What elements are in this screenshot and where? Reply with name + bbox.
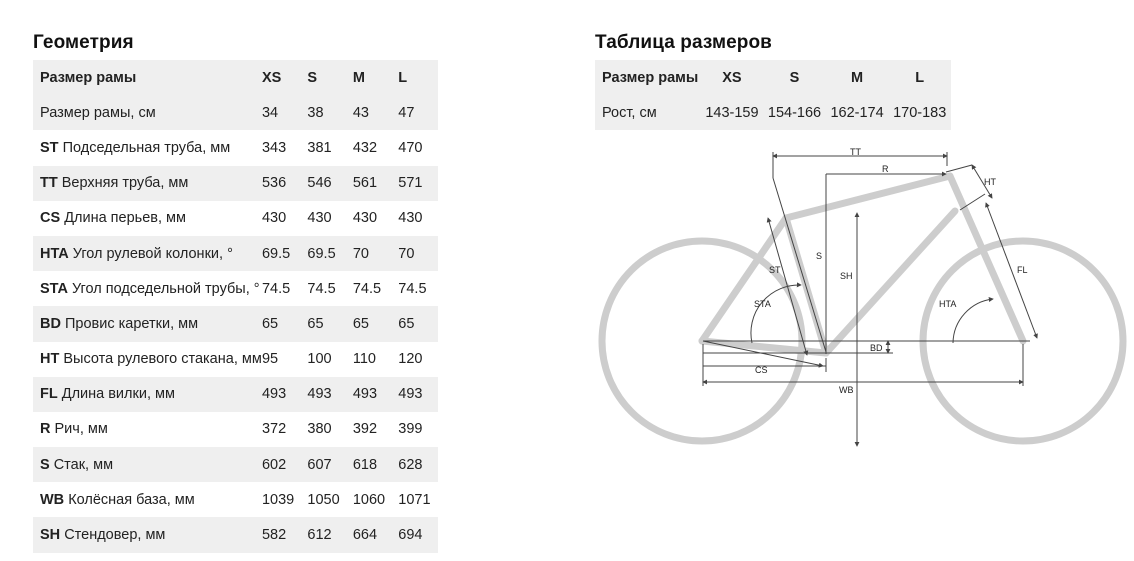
geometry-label-text: Рич, мм bbox=[54, 421, 108, 438]
geometry-value: 65 bbox=[307, 315, 324, 332]
geometry-label-text: Верхняя труба, мм bbox=[61, 175, 189, 192]
size-header-m: M bbox=[851, 69, 864, 86]
geometry-value: 628 bbox=[398, 456, 423, 473]
size-chart-table bbox=[595, 60, 951, 130]
geometry-value: 392 bbox=[352, 421, 378, 438]
geometry-abbreviation: TT bbox=[40, 175, 58, 192]
geometry-label-text: Угол подседельной трубы, ° bbox=[71, 280, 260, 297]
geometry-header-row bbox=[33, 60, 438, 95]
geometry-value: 470 bbox=[398, 139, 423, 156]
geometry-value: 1050 bbox=[307, 491, 340, 508]
label-ht: HT bbox=[984, 177, 996, 187]
geometry-value: 612 bbox=[307, 527, 332, 544]
size-chart-header-row bbox=[595, 60, 951, 95]
label-tt: TT bbox=[850, 147, 861, 157]
geometry-heading: Геометрия bbox=[33, 32, 134, 53]
geometry-value: 493 bbox=[352, 386, 378, 403]
header-size-s: S bbox=[307, 69, 318, 86]
header-size-l: L bbox=[398, 69, 408, 86]
geometry-value: 69.5 bbox=[307, 245, 336, 262]
size-header-xs: XS bbox=[722, 69, 742, 86]
geometry-value: 95 bbox=[261, 351, 279, 368]
header-frame-size: Размер рамы bbox=[40, 69, 137, 86]
geometry-label-text: Провис каретки, мм bbox=[64, 315, 199, 332]
geometry-row-label bbox=[33, 482, 262, 517]
geometry-value: 582 bbox=[261, 527, 287, 544]
geometry-value: 74.5 bbox=[261, 280, 291, 297]
geometry-value: 1071 bbox=[398, 491, 431, 508]
geometry-value: 618 bbox=[352, 456, 378, 473]
geometry-row-label bbox=[33, 236, 262, 271]
size-header-l: L bbox=[915, 69, 925, 86]
height-s: 154-166 bbox=[767, 104, 822, 121]
geometry-value: 430 bbox=[398, 210, 423, 227]
label-hta: HTA bbox=[939, 299, 957, 309]
geometry-value: 1060 bbox=[352, 491, 386, 508]
geometry-row bbox=[33, 447, 438, 482]
geometry-value: 493 bbox=[261, 386, 287, 403]
geometry-label-text: Стендовер, мм bbox=[64, 527, 166, 544]
geometry-abbreviation: STA bbox=[40, 280, 68, 297]
geometry-value: 34 bbox=[261, 104, 279, 121]
height-m: 162-174 bbox=[830, 104, 884, 121]
geometry-value: 100 bbox=[307, 351, 332, 368]
geometry-row bbox=[33, 517, 438, 552]
geometry-value: 65 bbox=[352, 315, 369, 332]
label-st: ST bbox=[769, 265, 781, 275]
geometry-value: 546 bbox=[307, 175, 332, 192]
height-label: Рост, см bbox=[602, 104, 657, 121]
geometry-label-text: Высота рулевого стакана, мм bbox=[63, 351, 262, 368]
geometry-row-label bbox=[33, 377, 262, 412]
label-sta: STA bbox=[754, 299, 771, 309]
geometry-label-text: Длина перьев, мм bbox=[64, 210, 186, 227]
geometry-value: 399 bbox=[398, 421, 423, 438]
geometry-value: 536 bbox=[261, 175, 287, 192]
size-header-frame-size: Размер рамы bbox=[602, 69, 699, 86]
geometry-label-text: Стак, мм bbox=[53, 456, 114, 473]
size-chart-heading: Таблица размеров bbox=[595, 32, 772, 53]
geometry-row bbox=[33, 412, 438, 447]
geometry-row bbox=[33, 130, 438, 165]
label-s: S bbox=[816, 251, 823, 261]
geometry-row bbox=[33, 166, 438, 201]
geometry-label-text: Угол рулевой колонки, ° bbox=[72, 245, 233, 262]
geometry-value: 380 bbox=[307, 421, 332, 438]
header-size-xs: XS bbox=[261, 69, 282, 86]
geometry-abbreviation: WB bbox=[40, 491, 65, 508]
geometry-row bbox=[33, 306, 438, 341]
label-r: R bbox=[882, 164, 889, 174]
geometry-table bbox=[33, 60, 438, 553]
geometry-row-label bbox=[33, 201, 262, 236]
geometry-value: 65 bbox=[261, 315, 279, 332]
geometry-value: 493 bbox=[307, 386, 332, 403]
size-chart-row bbox=[595, 95, 951, 130]
geometry-value: 47 bbox=[398, 104, 415, 121]
geometry-abbreviation: FL bbox=[40, 386, 58, 403]
geometry-value: 430 bbox=[261, 210, 287, 227]
geometry-value: 74.5 bbox=[307, 280, 336, 297]
geometry-value: 372 bbox=[261, 421, 287, 438]
geometry-value: 432 bbox=[352, 139, 378, 156]
bike-frame bbox=[702, 176, 1023, 353]
bike-geometry-diagram bbox=[596, 140, 1131, 455]
geometry-row-label bbox=[33, 271, 262, 306]
geometry-abbreviation: CS bbox=[40, 210, 61, 227]
geometry-row-label bbox=[33, 412, 262, 447]
geometry-value: 43 bbox=[352, 104, 369, 121]
geometry-value: 602 bbox=[261, 456, 287, 473]
geometry-label-text: Размер рамы, см bbox=[40, 104, 156, 121]
geometry-value: 74.5 bbox=[398, 280, 427, 297]
geometry-value: 571 bbox=[398, 175, 423, 192]
geometry-value: 607 bbox=[307, 456, 332, 473]
geometry-row-label bbox=[33, 306, 262, 341]
geometry-abbreviation: HT bbox=[40, 351, 60, 368]
geometry-row bbox=[33, 95, 438, 130]
geometry-value: 110 bbox=[352, 351, 376, 368]
geometry-value: 430 bbox=[307, 210, 332, 227]
label-wb: WB bbox=[839, 385, 854, 395]
geometry-value: 69.5 bbox=[261, 245, 291, 262]
geometry-value: 561 bbox=[352, 175, 378, 192]
geometry-abbreviation: HTA bbox=[40, 245, 69, 262]
geometry-row bbox=[33, 482, 438, 517]
geometry-abbreviation: ST bbox=[40, 139, 59, 156]
geometry-value: 381 bbox=[307, 139, 332, 156]
geometry-abbreviation: BD bbox=[40, 315, 61, 332]
height-xs: 143-159 bbox=[705, 104, 759, 121]
geometry-value: 1039 bbox=[261, 491, 295, 508]
geometry-value: 120 bbox=[398, 351, 423, 368]
label-bd: BD bbox=[870, 343, 883, 353]
height-l: 170-183 bbox=[893, 104, 947, 121]
geometry-row-label bbox=[33, 130, 262, 165]
geometry-row bbox=[33, 342, 438, 377]
size-header-s: S bbox=[789, 69, 800, 86]
geometry-abbreviation: R bbox=[40, 421, 51, 438]
geometry-value: 65 bbox=[398, 315, 415, 332]
label-sh: SH bbox=[840, 271, 853, 281]
geometry-value: 343 bbox=[261, 139, 287, 156]
geometry-value: 74.5 bbox=[352, 280, 382, 297]
geometry-row bbox=[33, 377, 438, 412]
geometry-row bbox=[33, 271, 438, 306]
geometry-value: 493 bbox=[398, 386, 423, 403]
geometry-label-text: Подседельная труба, мм bbox=[62, 139, 231, 156]
geometry-label-text: Колёсная база, мм bbox=[68, 491, 195, 508]
label-fl: FL bbox=[1017, 265, 1028, 275]
geometry-row-label bbox=[33, 95, 262, 130]
geometry-value: 38 bbox=[307, 104, 324, 121]
geometry-row-label bbox=[33, 166, 262, 201]
geometry-row bbox=[33, 201, 438, 236]
geometry-value: 70 bbox=[398, 245, 415, 262]
label-cs: CS bbox=[755, 365, 768, 375]
geometry-label-text: Длина вилки, мм bbox=[61, 386, 175, 403]
geometry-abbreviation: SH bbox=[40, 527, 61, 544]
geometry-row-label bbox=[33, 342, 262, 377]
geometry-row-label bbox=[33, 517, 262, 552]
geometry-row-label bbox=[33, 447, 262, 482]
geometry-row bbox=[33, 236, 438, 271]
geometry-value: 664 bbox=[352, 527, 378, 544]
geometry-value: 430 bbox=[352, 210, 378, 227]
geometry-value: 70 bbox=[352, 245, 369, 262]
header-size-m: M bbox=[352, 69, 365, 86]
geometry-value: 694 bbox=[398, 527, 423, 544]
geometry-abbreviation: S bbox=[40, 456, 50, 473]
